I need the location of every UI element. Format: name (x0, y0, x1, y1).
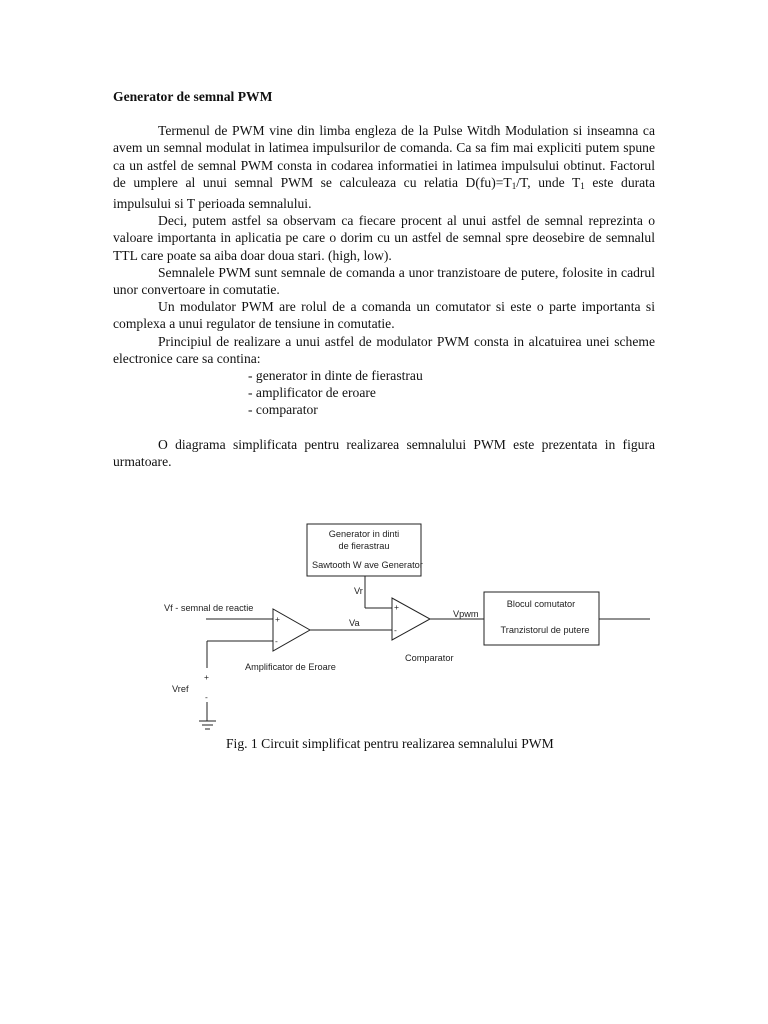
comp-minus-sign: - (394, 625, 397, 635)
vf-label: Vf - semnal de reactie (164, 603, 254, 613)
list-item: - generator in dinte de fierastrau (248, 368, 423, 384)
vref-label: Vref (172, 684, 189, 694)
generator-label-1: Generator in dinti (328, 529, 400, 539)
paragraph-6: O diagrama simplificata pentru realizarea semnalului PWM este prezentata in figura urmatoare. (113, 436, 655, 469)
figure-caption: Fig. 1 Circuit simplificat pentru realizarea semnalului PWM (226, 736, 554, 751)
paragraph-2: Deci, putem astfel sa observam ca fiecare procent al unui astfel de semnal reprezinta o valoare importanta in aplicatia pe care o dorim cu un astfel de semnal spre deosebire de semnalul TTL care poate sa aiba doar doua stari. (high, low). (113, 213, 655, 263)
amp-minus-sign: - (275, 636, 278, 646)
va-label: Va (349, 618, 360, 628)
comparator-label: Comparator (405, 653, 454, 663)
vref-plus-sign: + (204, 672, 209, 682)
list-item: - amplificator de eroare (248, 385, 376, 401)
amp-plus-sign: + (275, 614, 280, 624)
vr-label: Vr (354, 586, 363, 596)
switching-block-label-1: Blocul comutator (506, 599, 576, 609)
document-title: Generator de semnal PWM (113, 89, 273, 104)
generator-label-2: de fierastrau (338, 541, 390, 551)
generator-label-3: Sawtooth W ave Generator (312, 560, 423, 570)
switching-block-label-2: Tranzistorul de putere (500, 625, 590, 635)
paragraph-5: Principiul de realizare a unui astfel de modulator PWM consta in alcatuirea unei scheme electronice care sa contina: (113, 333, 655, 366)
paragraph-3: Semnalele PWM sunt semnale de comanda a unor tranzistoare de putere, folosite in cadrul unor convertoare in comutatie. (113, 264, 655, 298)
amplifier-label: Amplificator de Eroare (245, 662, 336, 672)
list-item: - comparator (248, 402, 318, 418)
vpwm-label: Vpwm (453, 609, 479, 619)
paragraph-4: Un modulator PWM are rolul de a comanda un comutator si este o parte importanta si complexa a unui regulator de tensiune in comutatie. (113, 299, 655, 332)
vref-minus-sign: - (205, 692, 208, 702)
paragraph-1: Termenul de PWM vine din limba engleza de la Pulse Witdh Modulation si inseamna ca avem un semnal modulat in latimea impulsurilor de comanda. Ca sa fim mai expliciti putem spune ca un astfel de semnal PWM consta in codarea informatiei in latimea impulsului obtinut. Factorul de umplere al unui semnal PWM se calculeaza cu relatia $D(fu)=T_1/T$, unde $T_1$ este durata impulsului si T perioada semnalului. (113, 123, 655, 212)
comp-plus-sign: + (394, 602, 399, 612)
